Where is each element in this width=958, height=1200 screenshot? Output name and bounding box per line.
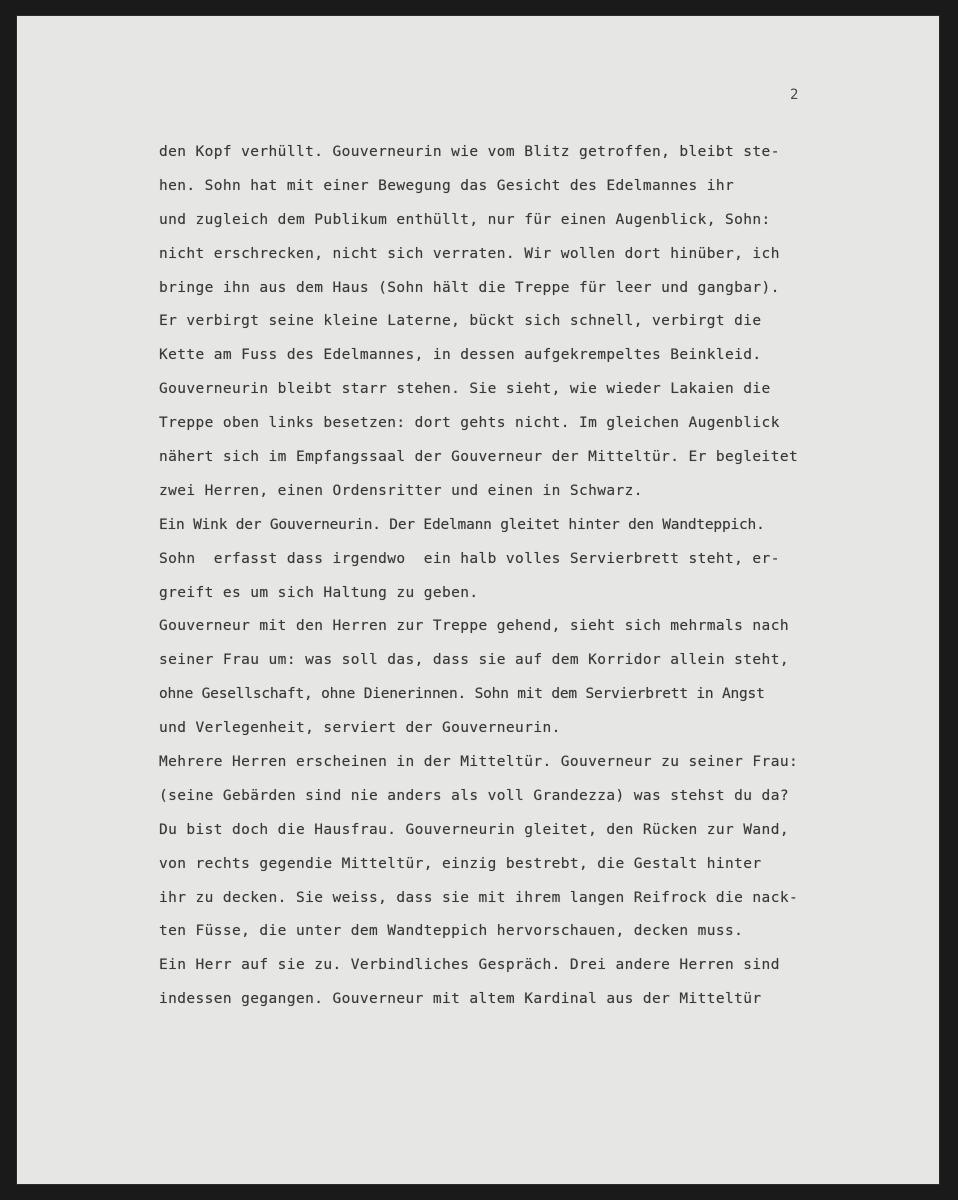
text-line: Ein Wink der Gouverneurin. Der Edelmann gleitet hinter den Wandteppich. [159, 516, 765, 533]
text-line: zwei Herren, einen Ordensritter und einen in Schwarz. [159, 482, 643, 499]
text-line: Mehrere Herren erscheinen in der Mitteltür. Gouverneur zu seiner Frau: [159, 754, 799, 771]
text-line: Treppe oben links besetzen: dort gehts nicht. Im gleichen Augenblick [159, 415, 780, 432]
text-line: den Kopf verhüllt. Gouverneurin wie vom Blitz getroffen, bleibt ste- [159, 144, 780, 160]
text-line: Du bist doch die Hausfrau. Gouverneurin gleitet, den Rücken zur Wand, [159, 821, 789, 838]
text-line: und Verlegenheit, serviert der Gouverneurin. [159, 720, 561, 737]
text-line: greift es um sich Haltung zu geben. [159, 584, 479, 601]
text-line: indessen gegangen. Gouverneur mit altem Kardinal aus der Mitteltür [159, 991, 762, 1008]
text-line: Ein Herr auf sie zu. Verbindliches Gespräch. Drei andere Herren sind [159, 957, 780, 974]
text-line: ohne Gesellschaft, ohne Dienerinnen. Sohn mit dem Servierbrett in Angst [159, 686, 765, 703]
text-line: ihr zu decken. Sie weiss, dass sie mit ihrem langen Reifrock die nack- [159, 889, 799, 906]
page-body-text [159, 136, 899, 1017]
text-line: und zugleich dem Publikum enthüllt, nur für einen Augenblick, Sohn: [159, 211, 771, 228]
text-line: Er verbirgt seine kleine Laterne, bückt sich schnell, verbirgt die [159, 313, 762, 330]
text-line: bringe ihn aus dem Haus (Sohn hält die Treppe für leer und gangbar). [159, 279, 780, 296]
text-line: nicht erschrecken, nicht sich verraten. Wir wollen dort hinüber, ich [159, 245, 780, 262]
text-line: von rechts gegendie Mitteltür, einzig bestrebt, die Gestalt hinter [159, 855, 762, 872]
text-line: Kette am Fuss des Edelmannes, in dessen aufgekrempeltes Beinkleid. [159, 347, 762, 364]
text-line: Gouverneurin bleibt starr stehen. Sie sieht, wie wieder Lakaien die [159, 381, 771, 398]
text-line: Gouverneur mit den Herren zur Treppe gehend, sieht sich mehrmals nach [159, 618, 789, 635]
text-line: nähert sich im Empfangssaal der Gouverneur der Mitteltür. Er begleitet [159, 449, 799, 466]
text-line: hen. Sohn hat mit einer Bewegung das Gesicht des Edelmannes ihr [159, 177, 735, 194]
text-line: seiner Frau um: was soll das, dass sie auf dem Korridor allein steht, [159, 652, 789, 669]
text-line: (seine Gebärden sind nie anders als voll Grandezza) was stehst du da? [159, 787, 789, 804]
page-number: 2 [790, 87, 799, 103]
text-line: ten Füsse, die unter dem Wandteppich hervorschauen, decken muss. [159, 923, 744, 940]
text-line: Sohn erfasst dass irgendwo ein halb volles Servierbrett steht, er- [159, 550, 780, 567]
